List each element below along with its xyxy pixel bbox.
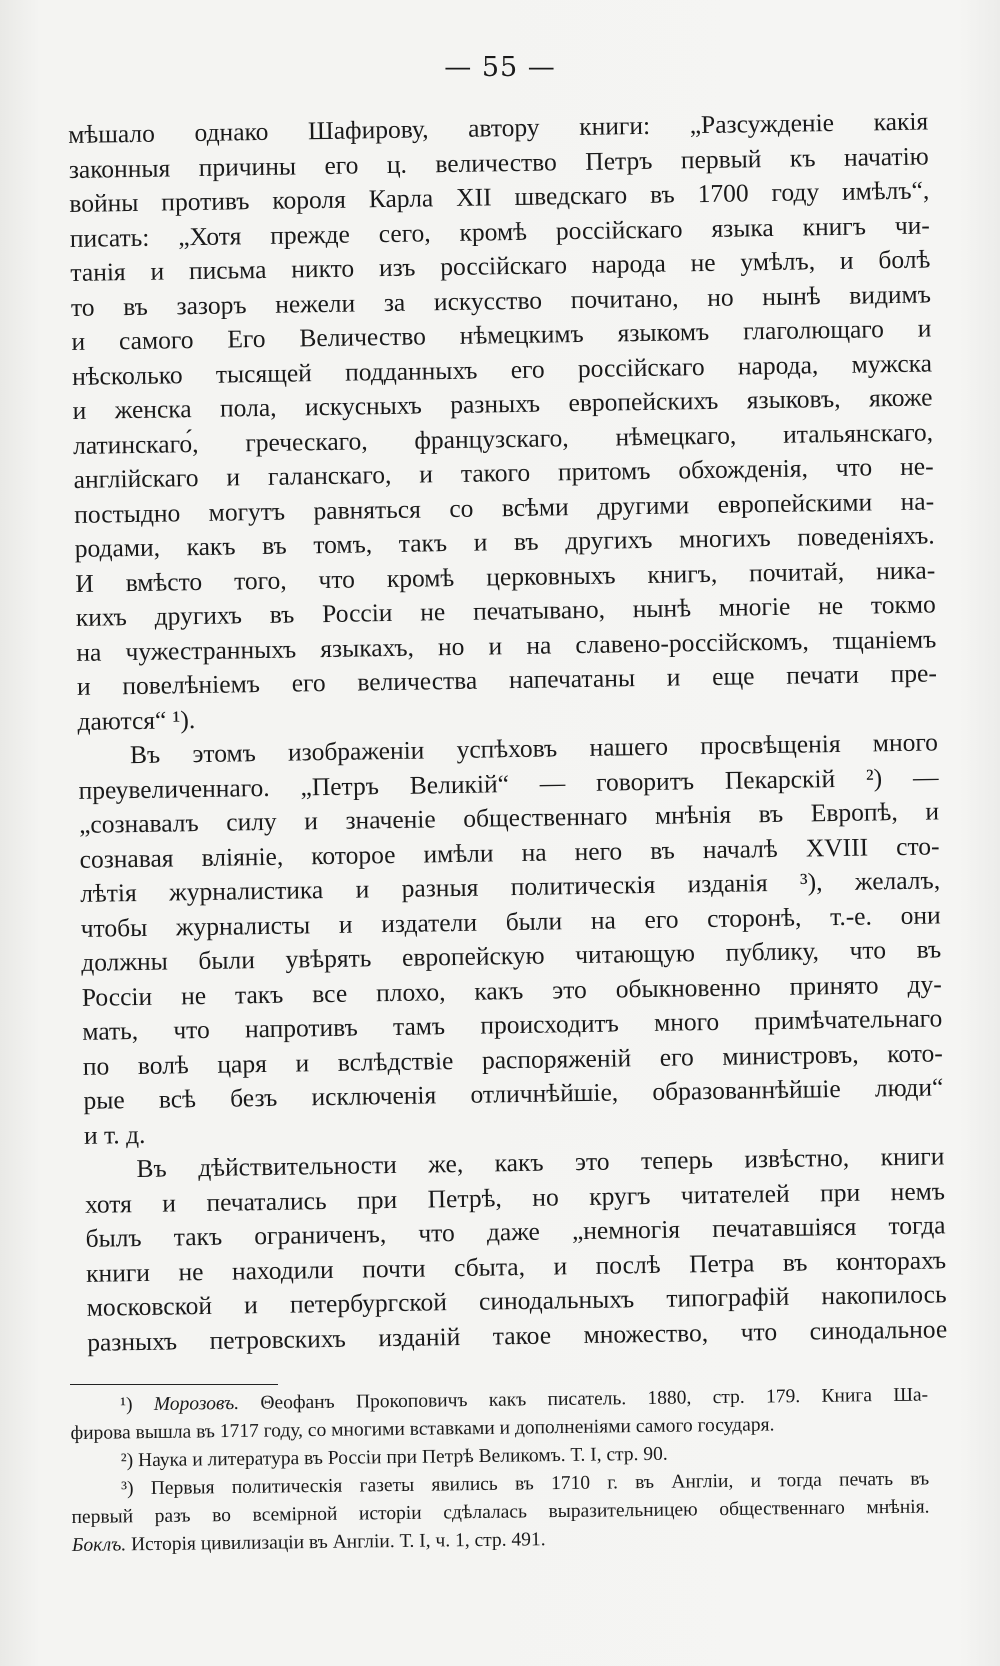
text-line: Россіи не такъ все плохо, какъ это обыкновенно принято ду-	[81, 968, 942, 1012]
text-line: былъ такъ ограниченъ, что даже „немногія печатавшіяся тогда	[85, 1210, 946, 1253]
body-text	[68, 104, 947, 1359]
paragraph-1	[68, 104, 938, 738]
text-line: московской и петербургской синодальныхъ типографій накопилось	[86, 1279, 947, 1322]
text-line: чтобы журналисты и издатели были на его сторонѣ, т.-е. они	[80, 899, 941, 943]
footnotes	[70, 1382, 930, 1560]
text-line: мать, что напротивъ тамъ происходитъ много примѣчательнаго	[82, 1003, 943, 1046]
footnote-3	[71, 1466, 930, 1560]
text-line: Въ дѣйствительности же, какъ это теперь извѣстно, книги	[136, 1141, 945, 1184]
text-line: и женска пола, искусныхъ разныхъ европейскихъ языковъ, якоже	[72, 382, 933, 425]
text-line: постыдно могутъ равняться со всѣми другими европейскими на-	[73, 485, 935, 529]
text-line: мѣшало однако Шафирову, автору книги: „Разсужденіе какія	[68, 106, 929, 149]
footnote-line: фирова вышла въ 1717 году, со многими вставками и дополненіями самого государя.	[70, 1414, 775, 1444]
text-line: танія и письма никто изъ россійскаго народа не умѣлъ, и болѣ	[70, 244, 931, 287]
text-line: англійскаго и галанскаго, и такого притомъ обхожденія, что не-	[73, 451, 934, 494]
footnote-marker: ³)	[121, 1478, 134, 1500]
page-number: — 55 —	[444, 52, 556, 83]
text-line: то въ зазоръ нежели за искусство почитано, но нынѣ видимъ	[70, 278, 932, 322]
text-line: преувеличеннаго. „Петръ Великій“ — говоритъ Пекарскій ²) —	[78, 761, 939, 805]
text-line: и самого Его Величество нѣмецкимъ языкомъ глаголющаго и	[71, 313, 932, 356]
footnote-text: Первыя политическія газеты явились въ 1710 г. въ Англіи, и тогда печать въ	[133, 1468, 930, 1500]
footnote-line: первый разъ во всемірной исторіи сдѣлалась выразительницею общественнаго мнѣнія.	[71, 1496, 930, 1528]
text-line: даются“ ¹).	[77, 704, 196, 736]
footnote-author: Морозовъ.	[153, 1392, 240, 1415]
text-line: рые всѣ безъ исключенія отличнѣйшіе, образованнѣйшіе люди“	[83, 1072, 944, 1115]
text-line: войны противъ короля Карла XII шведскаго въ 1700 году имѣлъ“,	[69, 175, 930, 218]
text-line: книги не находили почти сбыта, и послѣ Петра въ конторахъ	[85, 1244, 947, 1288]
text-line: писать: „Хотя прежде сего, кромѣ россійскаго языка книгъ чи-	[69, 209, 931, 253]
footnote-separator	[70, 1384, 278, 1385]
footnote-text: Наука и литература въ Россіи при Петрѣ Великомъ. Т. I, стр. 90.	[133, 1443, 668, 1472]
paragraph-2	[78, 725, 944, 1152]
paragraph-3	[84, 1139, 947, 1359]
text-line: „сознавалъ силу и значеніе общественнаго мнѣнія въ Европѣ, и	[78, 796, 940, 839]
text-line: сознавая вліяніе, которое имѣли на него въ началѣ XVIII сто-	[79, 830, 940, 874]
footnote-marker: ¹)	[120, 1394, 133, 1416]
text-line: хотя и печатались при Петрѣ, но кругъ читателей при немъ	[84, 1175, 946, 1219]
text-line: кихъ другихъ въ Россіи не печатывано, нынѣ многіе не токмо	[75, 589, 936, 632]
text-line: должны были увѣрять европейскую читающую публику, что въ	[81, 934, 942, 977]
footnote-marker: ²)	[120, 1450, 134, 1472]
text-line: лѣтія журналистика и разныя политическія изданія ³), желалъ,	[79, 865, 941, 908]
text-line: и повелѣніемъ его величества напечатаны и еще печати пре-	[76, 658, 938, 701]
text-line: законныя причины его ц. величество Петръ первый къ начатію	[68, 140, 929, 184]
text-line: родами, какъ въ томъ, такъ и въ другихъ многихъ поведеніяхъ.	[74, 520, 935, 563]
text-line: Въ этомъ изображеніи успѣховъ нашего просвѣщенія много	[129, 727, 939, 770]
footnote-text: Исторія цивилизаціи въ Англіи. Т. I, ч. 1, стр. 491.	[126, 1529, 546, 1556]
text-line: латинскаго́, греческаго, французскаго, нѣмецкаго, итальянскаго,	[72, 416, 934, 460]
footnote-text: Θеофанъ Прокоповичъ какъ писатель. 1880, стр. 179. Книга Ша-	[238, 1384, 929, 1414]
text-line: по волѣ царя и вслѣдствіе распоряженій его министровъ, кото-	[82, 1037, 944, 1081]
text-line: и т. д.	[83, 1119, 146, 1150]
footnote-author: Боклъ.	[71, 1534, 127, 1556]
text-line: на чужестранныхъ языкахъ, но и на славено-россійскомъ, тщаніемъ	[76, 623, 937, 667]
text-line: разныхъ петровскихъ изданій такое множество, что синодальное	[86, 1313, 948, 1357]
text-line: И вмѣсто того, что кромѣ церковныхъ книгъ, почитай, ника-	[75, 554, 936, 598]
footnote-1	[70, 1382, 929, 1448]
text-line: нѣсколько тысящей подданныхъ его россійскаго народа, мужска	[71, 347, 933, 391]
